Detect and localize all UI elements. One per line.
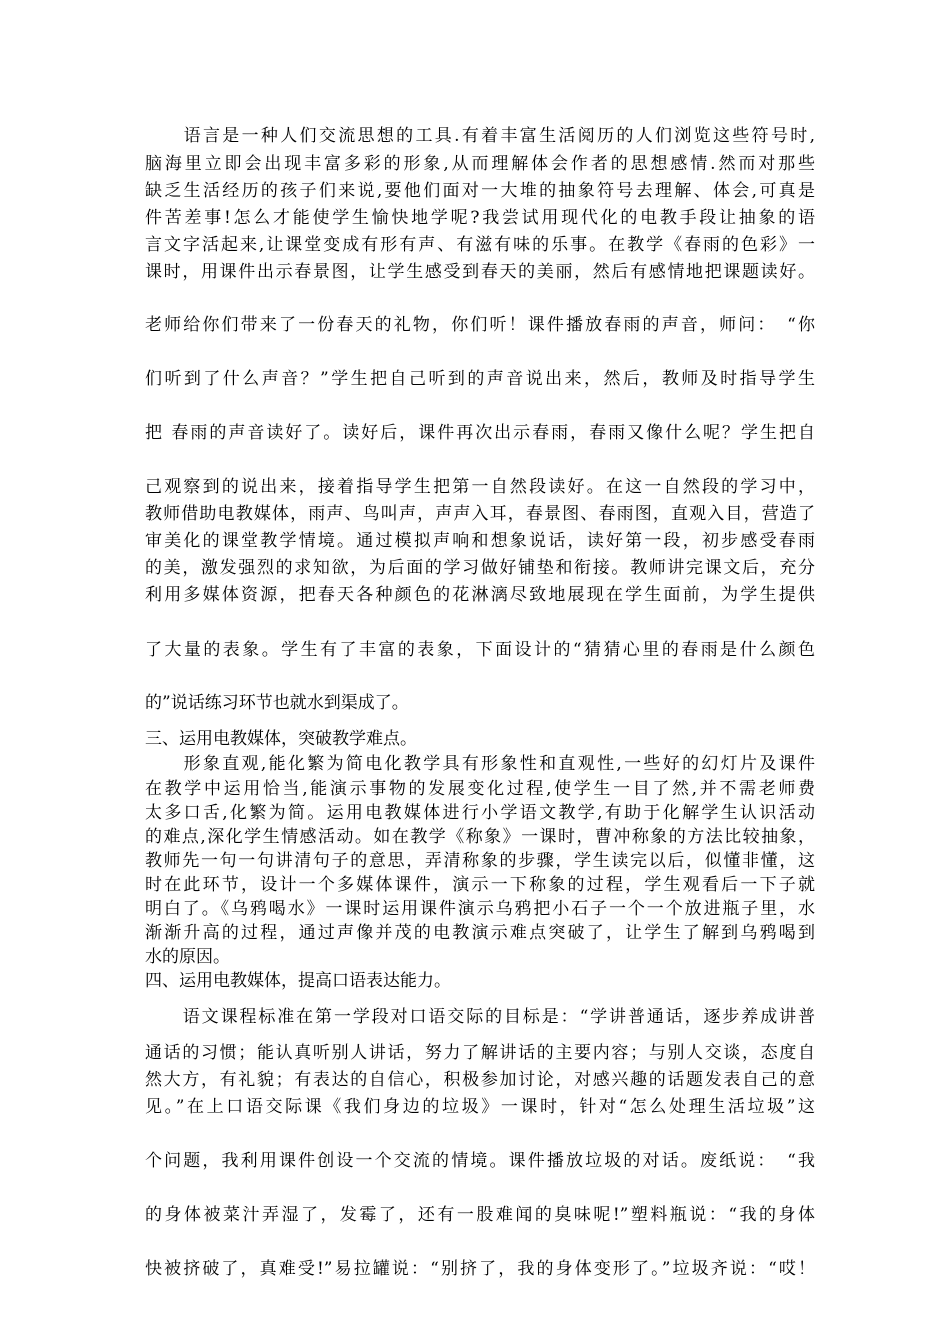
paragraph-line: 的”说话练习环节也就水到渠成了。 <box>145 693 409 713</box>
paragraph-line: 在教学中运用恰当,能演示事物的发展变化过程,使学生一目了然,并不需老师费 <box>145 779 815 799</box>
paragraph-line: 把 春雨的声音读好了。读好后，课件再次出示春雨，春雨又像什么呢？学生把自 <box>145 423 815 443</box>
paragraph-line: 水的原因。 <box>145 947 230 967</box>
paragraph-line: 通话的习惯；能认真听别人讲话，努力了解讲话的主要内容；与别人交谈，态度自 <box>145 1043 815 1063</box>
paragraph-line: 了大量的表象。学生有了丰富的表象，下面设计的“猜猜心里的春雨是什么颜色 <box>145 640 815 660</box>
paragraph-line: 快被挤破了，真难受!”易拉罐说：“别挤了，我的身体变形了。”垃圾齐说：“哎！ <box>145 1259 815 1279</box>
paragraph-line: 的美，激发强烈的求知欲，为后面的学习做好铺垫和衔接。教师讲完课文后，充分 <box>145 558 815 578</box>
paragraph-line: 语文课程标准在第一学段对口语交际的目标是：“学讲普通话，逐步养成讲普 <box>145 1007 815 1027</box>
paragraph-line: 语言是一种人们交流思想的工具.有着丰富生活阅历的人们浏览这些符号时, <box>145 126 815 146</box>
paragraph-line: 渐渐升高的过程，通过声像并茂的电教演示难点突破了，让学生了解到乌鸦喝到 <box>145 923 815 943</box>
paragraph-line: 的难点,深化学生情感活动。如在教学《称象》一课时，曹冲称象的方法比较抽象， <box>145 827 815 847</box>
paragraph-line: 时在此环节，设计一个多媒体课件，演示一下称象的过程，学生观看后一下子就 <box>145 875 815 895</box>
paragraph-line: 缺乏生活经历的孩子们来说,要他们面对一大堆的抽象符号去理解、体会,可真是 <box>145 181 815 201</box>
section-heading-3: 三、运用电教媒体，突破教学难点。 <box>145 729 417 749</box>
paragraph-line: 的身体被菜汁弄湿了，发霉了，还有一股难闻的臭味呢!”塑料瓶说：“我的身体 <box>145 1205 815 1225</box>
paragraph-line: 明白了。《乌鸦喝水》一课时运用课件演示乌鸦把小石子一个一个放进瓶子里，水 <box>145 899 815 919</box>
paragraph-line: 教师借助电教媒体，雨声、鸟叫声，声声入耳，春景图、春雨图，直观入目，营造了 <box>145 504 815 524</box>
paragraph-line: 老师给你们带来了一份春天的礼物，你们听！课件播放春雨的声音，师问： “你 <box>145 315 815 335</box>
paragraph-line: 个问题，我利用课件创设一个交流的情境。课件播放垃圾的对话。废纸说： “我 <box>145 1151 815 1171</box>
paragraph-line: 见。”在上口语交际课《我们身边的垃圾》一课时，针对“怎么处理生活垃圾”这 <box>145 1097 815 1117</box>
paragraph-line: 己观察到的说出来，接着指导学生把第一自然段读好。在这一自然段的学习中， <box>145 477 815 497</box>
section-heading-4: 四、运用电教媒体，提高口语表达能力。 <box>145 971 451 991</box>
paragraph-line: 言文字活起来,让课堂变成有形有声、有滋有味的乐事。在教学《春雨的色彩》一 <box>145 235 815 255</box>
paragraph-line: 利用多媒体资源，把春天各种颜色的花淋漓尽致地展现在学生面前，为学生提供 <box>145 585 815 605</box>
paragraph-line: 形象直观,能化繁为简电化教学具有形象性和直观性,一些好的幻灯片及课件 <box>145 754 815 774</box>
paragraph-line: 然大方，有礼貌；有表达的自信心，积极参加讨论，对感兴趣的话题发表自己的意 <box>145 1070 815 1090</box>
paragraph-line: 太多口舌,化繁为简。运用电教媒体进行小学语文教学,有助于化解学生认识活动 <box>145 803 815 823</box>
paragraph-line: 们听到了什么声音？”学生把自己听到的声音说出来，然后，教师及时指导学生 <box>145 369 815 389</box>
paragraph-line: 脑海里立即会出现丰富多彩的形象,从而理解体会作者的思想感情.然而对那些 <box>145 154 815 174</box>
paragraph-line: 教师先一句一句讲清句子的意思，弄清称象的步骤，学生读完以后，似懂非懂，这 <box>145 851 815 871</box>
paragraph-line: 审美化的课堂教学情境。通过模拟声响和想象说话，读好第一段，初步感受春雨 <box>145 531 815 551</box>
paragraph-line: 件苦差事!怎么才能使学生愉快地学呢?我尝试用现代化的电教手段让抽象的语 <box>145 208 815 228</box>
paragraph-line: 课时，用课件出示春景图，让学生感受到春天的美丽，然后有感情地把课题读好。 <box>145 262 815 282</box>
